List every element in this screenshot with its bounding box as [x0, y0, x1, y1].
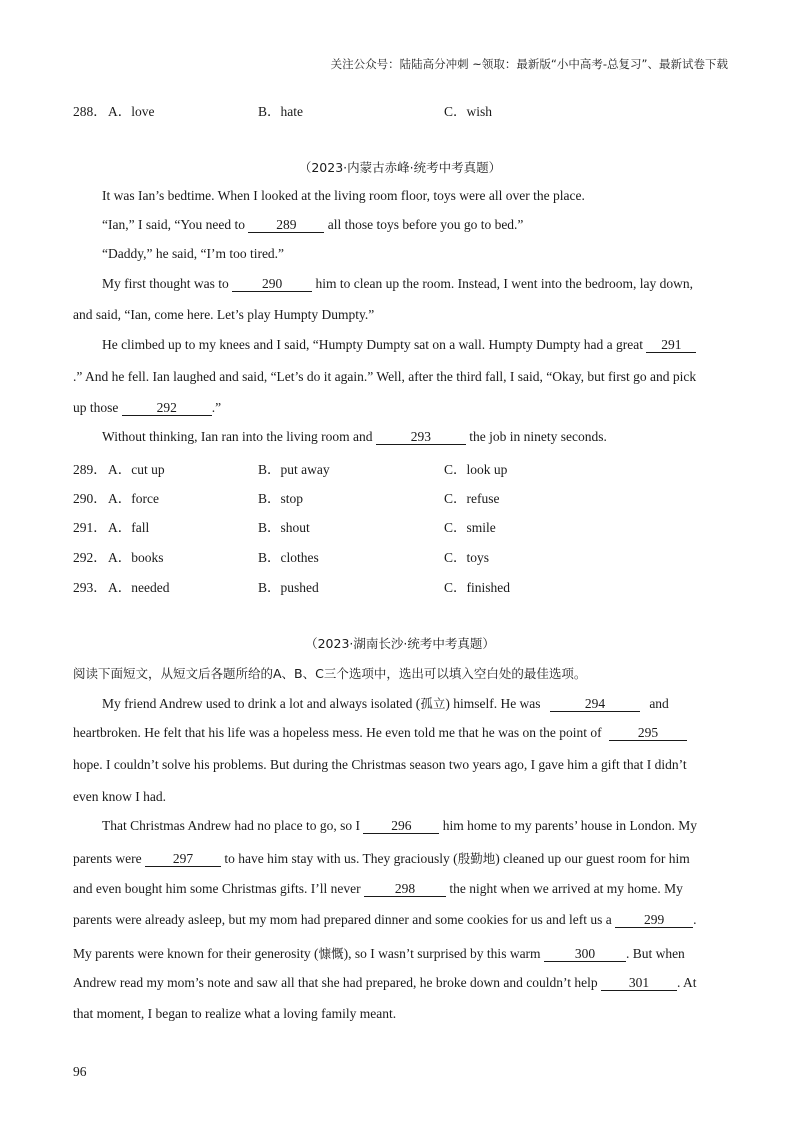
option-b: B．hate: [258, 104, 303, 119]
passage-line: Andrew read my mom’s note and saw all that she had prepared, he broke down and couldn’t help 301 . At: [73, 975, 697, 990]
passage-line: heartbroken. He felt that his life was a hopeless mess. He even told me that he was on the point of 295: [73, 725, 687, 741]
passage-line: My parents were known for their generosity (慷慨), so I wasn’t surprised by this warm 300 . But when: [73, 946, 685, 961]
question-number: 289．: [73, 462, 107, 477]
blank-299: 299: [615, 913, 693, 928]
passage-source: （2023·湖南长沙·统考中考真题）: [305, 636, 495, 651]
option-b: B．clothes: [258, 550, 319, 565]
option-a: A．cut up: [108, 462, 165, 477]
instructions: 阅读下面短文，从短文后各题所给的A、B、C三个选项中，选出可以填入空白处的最佳选项。: [73, 666, 587, 681]
passage-source: （2023·内蒙古赤峰·统考中考真题）: [298, 160, 502, 175]
option-b: B．stop: [258, 491, 304, 506]
blank-296: 296: [363, 819, 439, 834]
option-c: C．finished: [444, 580, 510, 595]
blank-295: 295: [609, 726, 687, 741]
passage-line: and said, “Ian, come here. Let’s play Humpty Dumpty.”: [73, 307, 375, 322]
blank-301: 301: [601, 976, 677, 991]
blank-293: 293: [376, 430, 466, 445]
blank-298: 298: [364, 882, 446, 897]
blank-292: 292: [122, 401, 212, 416]
option-c: C．refuse: [444, 491, 500, 506]
question-number: 290．: [73, 491, 107, 506]
passage-line: That Christmas Andrew had no place to go, so I 296 him home to my parents’ house in London. My: [102, 818, 698, 833]
passage-line: and even bought him some Christmas gifts. I’ll never 298 the night when we arrived at my home. My: [73, 881, 683, 896]
passage-line: parents were 297 to have him stay with us. They graciously (殷勤地) cleaned up our guest room for him: [73, 851, 690, 866]
passage-line: My friend Andrew used to drink a lot and always isolated (孤立) himself. He was 294 and: [102, 696, 669, 711]
passage-line: “Ian,” I said, “You need to 289 all those toys before you go to bed.”: [102, 217, 524, 232]
passage-line: It was Ian’s bedtime. When I looked at the living room floor, toys were all over the place.: [102, 188, 585, 203]
option-b: B．shout: [258, 520, 310, 535]
option-c: C．smile: [444, 520, 496, 535]
question-number: 293．: [73, 580, 107, 595]
passage-line: that moment, I began to realize what a loving family meant.: [73, 1006, 397, 1021]
blank-294: 294: [550, 697, 640, 712]
option-b: B．pushed: [258, 580, 319, 595]
option-a: A．needed: [108, 580, 170, 595]
passage-line: even know I had.: [73, 789, 166, 804]
option-c: C．look up: [444, 462, 508, 477]
page-header: 关注公众号：陆陆高分冲刺 ~领取：最新版“小中高考-总复习”、最新试卷下载: [330, 57, 728, 71]
passage-line: Without thinking, Ian ran into the living room and 293 the job in ninety seconds.: [102, 429, 607, 444]
option-b: B．put away: [258, 462, 330, 477]
page-number: 96: [73, 1064, 87, 1079]
passage-line: hope. I couldn’t solve his problems. But during the Christmas season two years ago, I gave him a gift that I didn’t: [73, 757, 687, 772]
option-c: C．toys: [444, 550, 490, 565]
question-number: 288．: [73, 104, 107, 119]
option-c: C．wish: [444, 104, 493, 119]
passage-line: .” And he fell. Ian laughed and said, “Let’s do it again.” Well, after the third fall, I said, “Okay, but first go and pick: [73, 369, 697, 384]
passage-line: My first thought was to 290 him to clean up the room. Instead, I went into the bedroom, lay down,: [102, 276, 694, 291]
blank-289: 289: [248, 218, 324, 233]
passage-line: parents were already asleep, but my mom had prepared dinner and some cookies for us and left us a 299 .: [73, 912, 697, 927]
option-a: A．books: [108, 550, 164, 565]
option-a: A．love: [108, 104, 155, 119]
question-number: 291．: [73, 520, 107, 535]
blank-300: 300: [544, 947, 626, 962]
blank-291: 291: [646, 338, 696, 353]
option-a: A．force: [108, 491, 159, 506]
blank-297: 297: [145, 852, 221, 867]
passage-line: “Daddy,” he said, “I’m too tired.”: [102, 246, 285, 261]
passage-line: He climbed up to my knees and I said, “Humpty Dumpty sat on a wall. Humpty Dumpty had a great 291: [102, 337, 696, 353]
passage-line: up those 292 .”: [73, 400, 222, 415]
question-number: 292．: [73, 550, 107, 565]
blank-290: 290: [232, 277, 312, 292]
option-a: A．fall: [108, 520, 150, 535]
